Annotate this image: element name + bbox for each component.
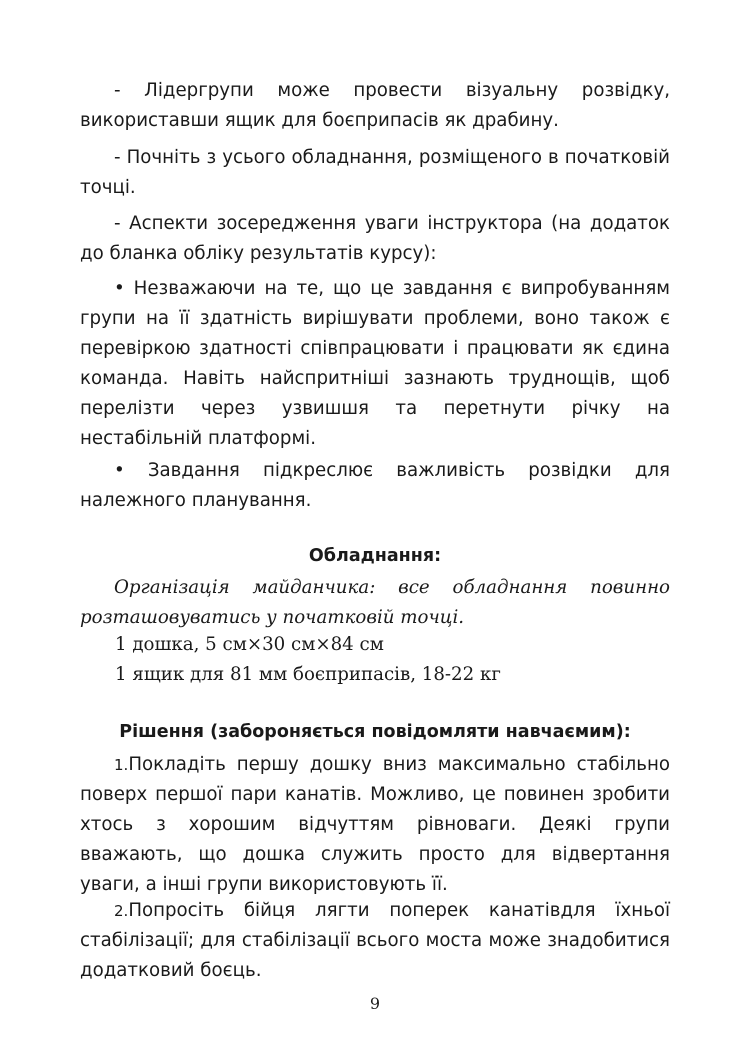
solution-step-1-number: 1.: [114, 756, 129, 774]
paragraph-leader-recon: - Лідергрупи може провести візуальну розвідку, використавши ящик для боєприпасів як драбину.: [80, 80, 670, 131]
paragraph-start-equipment: - Почніть з усього обладнання, розміщеного в початковій точці.: [80, 147, 670, 198]
solution-step-2: [80, 896, 670, 986]
page-number: 9: [369, 994, 381, 1013]
paragraph-bullet-recon-importance: • Завдання підкреслює важливість розвідки для належного планування.: [80, 460, 670, 511]
solution-step-1: [80, 750, 670, 900]
equipment-heading: Обладнання:: [308, 546, 442, 566]
solution-step-2-text: Попросіть бійця лягти поперек канатівдля їхньої стабілізації; для стабілізації всього моста може знадобитися додатковий боєць.: [80, 900, 670, 981]
solution-step-1-text: Покладіть першу дошку вниз максимально стабільно поверх першої пари канатів. Можливо, це повинен зробити хтось з хорошим відчуттям рівноваги. Деякі групи вважають, що дошка служить просто для відвертання уваги, а інші групи використовують її.: [80, 754, 670, 895]
solution-step-2-number: 2.: [114, 902, 129, 920]
paragraph-instructor-focus: - Аспекти зосередження уваги інструктора (на додаток до бланка обліку результатів курсу):: [80, 213, 670, 264]
solution-heading: Рішення (забороняється повідомляти навчаємим):: [119, 722, 631, 742]
equipment-item-board: 1 дошка, 5 см×30 см×84 см: [115, 634, 384, 655]
equipment-organization: Організація майданчика: все обладнання повинно розташовуватись у початковій точці.: [80, 577, 670, 628]
paragraph-bullet-teamwork: • Незважаючи на те, що це завдання є випробуванням групи на її здатність вирішувати проблеми, воно також є перевіркою здатності співпрацювати і працювати як єдина команда. Навіть найспритніші зазнають труднощів, щоб перелізти через узвишшя та перетнути річку на нестабільній платформі.: [80, 278, 670, 449]
equipment-item-ammo-box: 1 ящик для 81 мм боєприпасів, 18-22 кг: [115, 664, 501, 685]
